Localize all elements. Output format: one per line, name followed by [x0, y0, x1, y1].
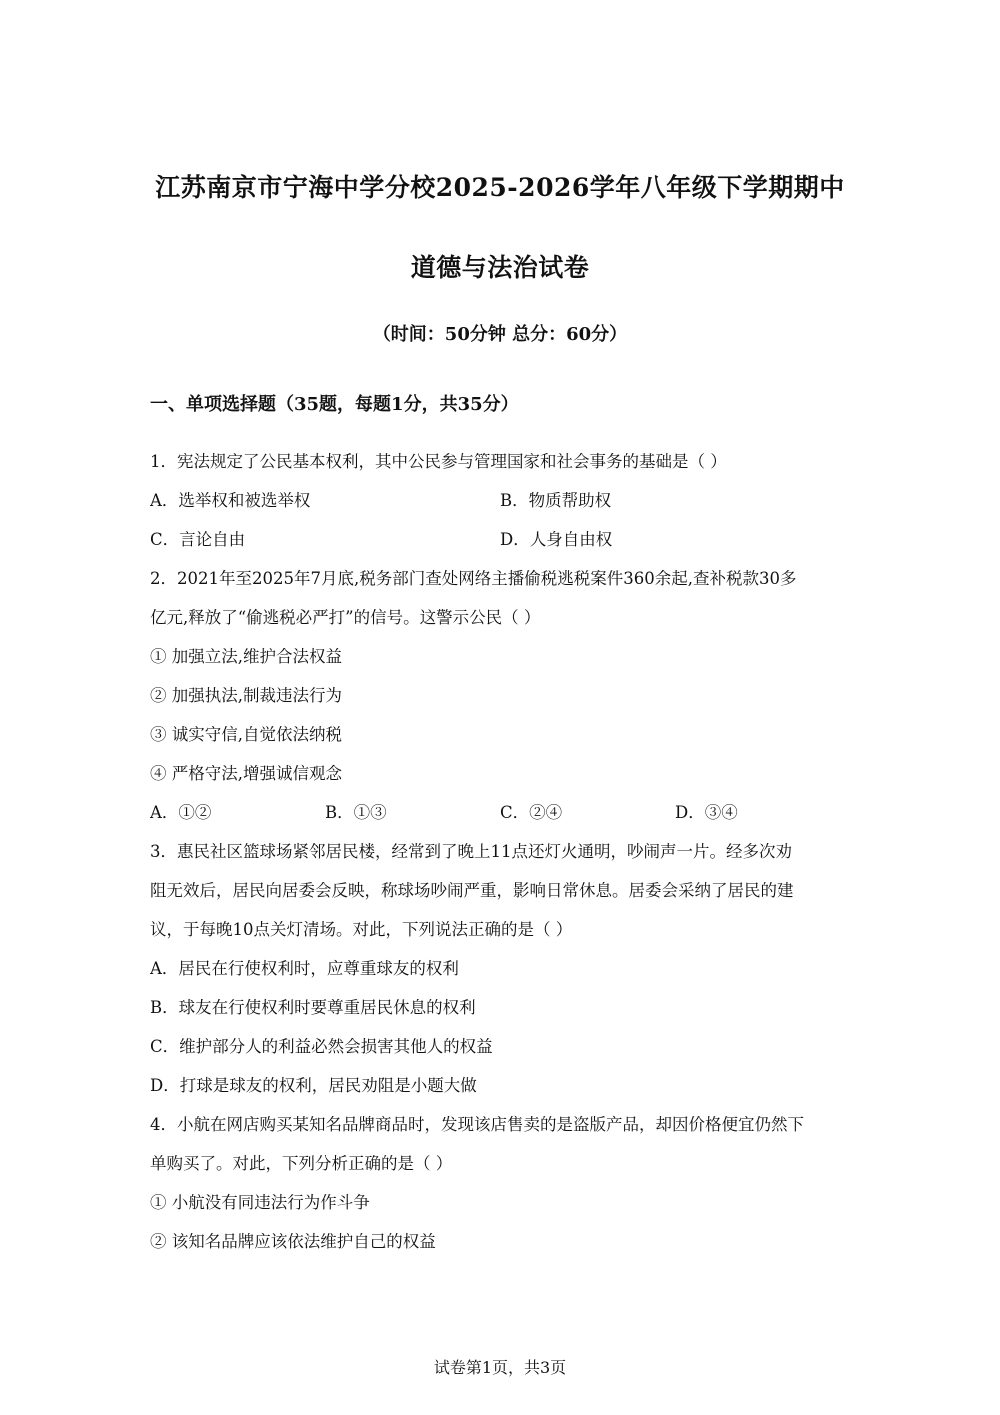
- option-row: [150, 520, 850, 559]
- option-a: A．居民在行使权利时，应尊重球友的权利: [150, 959, 459, 978]
- exam-time-and-score: （时间：50分钟 总分：60分）: [372, 324, 628, 345]
- option-d: D．③④: [675, 803, 738, 822]
- statement-1: ① 小航没有同违法行为作斗争: [150, 1193, 370, 1212]
- statement-2: ② 加强执法,制裁违法行为: [150, 686, 342, 705]
- exam-title-line-2: 道德与法治试卷: [410, 253, 590, 282]
- option-b: B．物质帮助权: [500, 491, 612, 510]
- statement-1: ① 加强立法,维护合法权益: [150, 647, 342, 666]
- question-4: [150, 1105, 850, 1261]
- option-b: B．球友在行使权利时要尊重居民休息的权利: [150, 998, 476, 1017]
- question-stem-line: 2．2021年至2025年7月底,税务部门查处网络主播偷税逃税案件360余起,查补税款30多: [150, 569, 797, 588]
- question-stem-line: 1．宪法规定了公民基本权利，其中公民参与管理国家和社会事务的基础是（ ）: [150, 452, 727, 471]
- option-row: [150, 481, 850, 520]
- statement-2: ② 该知名品牌应该依法维护自己的权益: [150, 1232, 436, 1251]
- option-d: D．人身自由权: [500, 530, 613, 549]
- question-stem-line: 议，于每晚10点关灯清场。对此，下列说法正确的是（ ）: [150, 920, 573, 939]
- option-c: C．②④: [500, 803, 563, 822]
- page-footer: 试卷第1页，共3页: [433, 1358, 567, 1377]
- question-1: [150, 442, 850, 559]
- exam-title-line-1: 江苏南京市宁海中学分校2025-2026学年八年级下学期期中: [155, 173, 845, 202]
- option-row: [150, 793, 850, 832]
- question-stem-line: 亿元,释放了“偷逃税必严打”的信号。这警示公民（ ）: [150, 608, 541, 627]
- option-b: B．①③: [325, 803, 387, 822]
- question-stem-line: 单购买了。对此，下列分析正确的是（ ）: [150, 1154, 453, 1173]
- statement-4: ④ 严格守法,增强诚信观念: [150, 764, 342, 783]
- question-2: [150, 559, 850, 832]
- option-c: C．维护部分人的利益必然会损害其他人的权益: [150, 1037, 493, 1056]
- statement-3: ③ 诚实守信,自觉依法纳税: [150, 725, 342, 744]
- question-stem-line: 4．小航在网店购买某知名品牌商品时，发现该店售卖的是盗版产品，却因价格便宜仍然下: [150, 1115, 804, 1134]
- option-c: C．言论自由: [150, 530, 246, 549]
- questions-content: [150, 442, 850, 1261]
- question-stem-line: 阻无效后，居民向居委会反映，称球场吵闹严重，影响日常休息。居委会采纳了居民的建: [150, 881, 794, 900]
- section-heading: 一、单项选择题（35题，每题1分，共35分）: [150, 394, 519, 415]
- option-a: A．选举权和被选举权: [150, 491, 311, 510]
- question-stem-line: 3．惠民社区篮球场紧邻居民楼，经常到了晚上11点还灯火通明，吵闹声一片。经多次劝: [150, 842, 792, 861]
- option-a: A．①②: [150, 803, 212, 822]
- option-d: D．打球是球友的权利，居民劝阻是小题大做: [150, 1076, 477, 1095]
- question-3: [150, 832, 850, 1105]
